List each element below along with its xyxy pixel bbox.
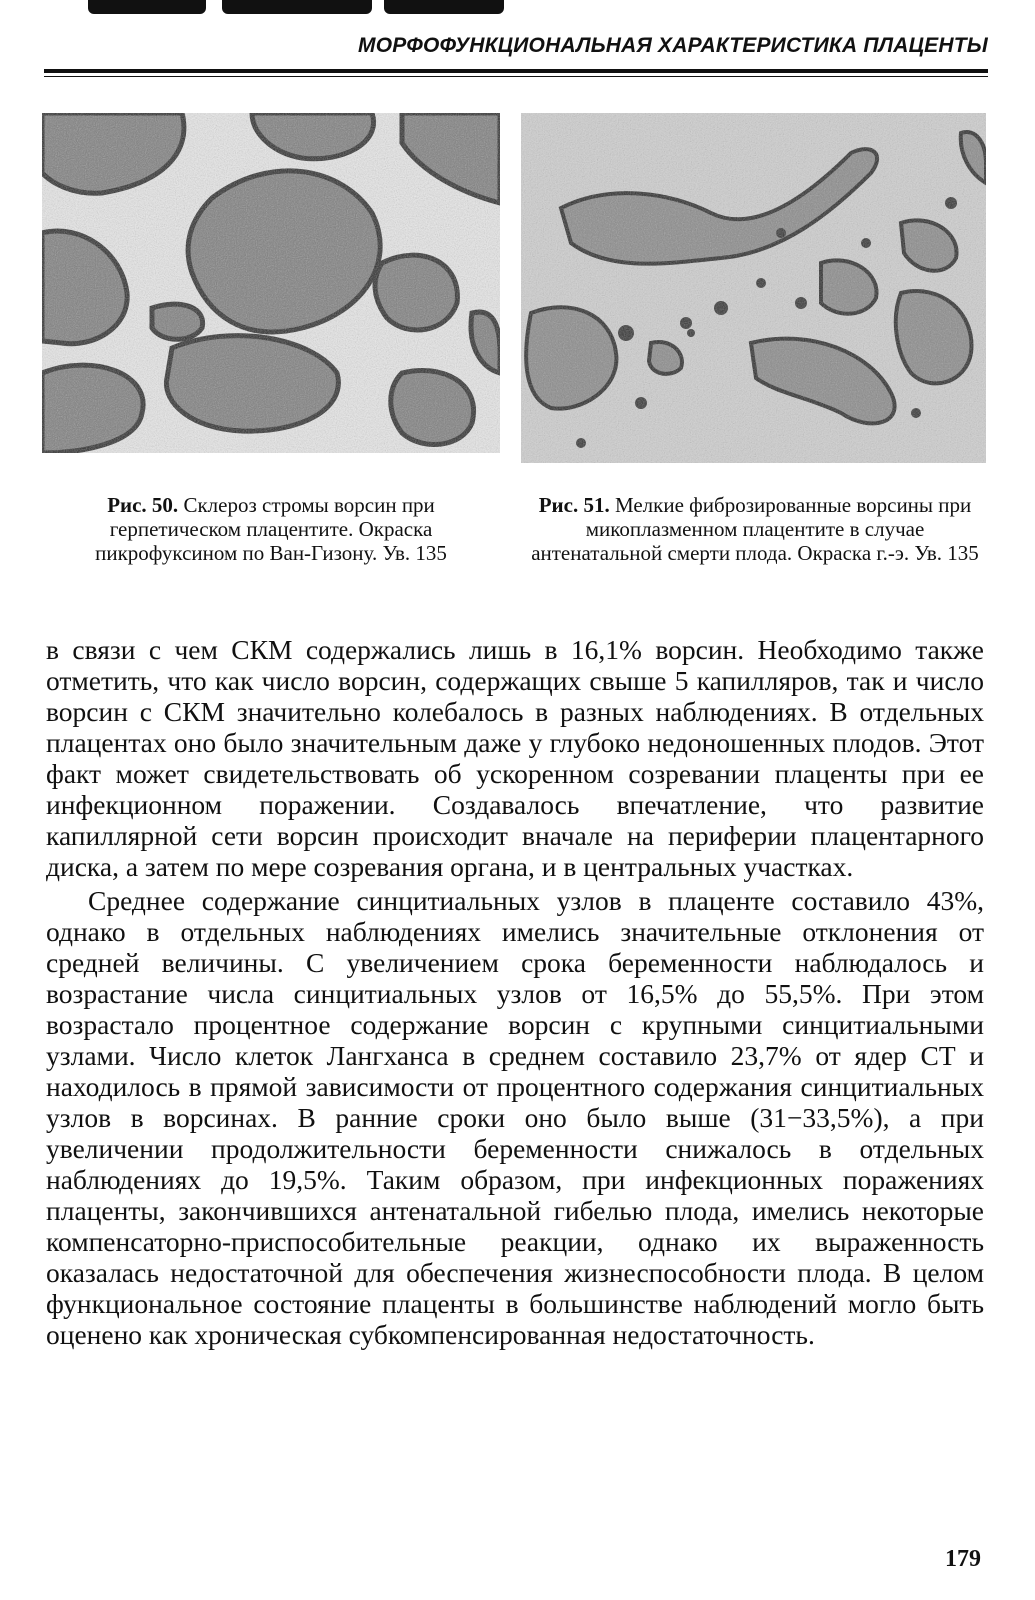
figure-51-micrograph: [521, 113, 986, 463]
figure-50-caption-text: Склероз стромы ворсин при герпетическом плацентите. Окраска пикрофуксином по Ван-Гизону. Ув. 135: [95, 493, 447, 565]
body-paragraph-2: Среднее содержание синцитиальных узлов в плаценте составило 43%, однако в отдельных наблюдениях имелись значительные отклонения от средней величины. С увеличением срока беременности наблюдалось и возрастание числа синцитиальных узлов от 16,5% до 55,5%. При этом возрастало процентное содержание ворсин с крупными синцитиальными узлами. Число клеток Лангханса в среднем составило 23,7% от ядер СТ и находилось в прямой зависимости от процентного содержания синцитиальных узлов в ворсинах. В ранние сроки оно было выше (31−33,5%), а при увеличении продолжительности беременности снижалось в отдельных наблюдениях до 19,5%. Таким образом, при инфекционных поражениях плаценты, закончившихся антенатальной гибелью плода, имелись некоторые компенсаторно-приспособительные реакции, однако их выраженность оказалась недостаточной для обеспечения жизнеспособности плода. В целом функциональное состояние плаценты в большинстве наблюдений могло быть оценено как хроническая субкомпенсированная недостаточность.: [46, 885, 984, 1350]
figure-51-caption: [520, 493, 990, 565]
page-number: 179: [945, 1546, 981, 1572]
header-decoration: [88, 0, 518, 16]
body-paragraph-1: в связи с чем СКМ содержались лишь в 16,1% ворсин. Необходимо также отметить, что как число ворсин, содержащих свыше 5 капилляров, так и число ворсин с СКМ значительно колебалось в разных наблюдениях. В отдельных плацентах оно было значительным даже у глубоко недоношенных плодов. Этот факт может свидетельствовать об ускоренном созревании плаценты при ее инфекционном поражении. Создавалось впечатление, что развитие капиллярной сети ворсин происходит вначале на периферии плацентарного диска, а затем по мере созревания органа, и в центральных участках.: [46, 634, 984, 882]
figure-51-caption-text: Мелкие фиброзированные ворсины при микоплазменном плацентите в случае антенатальной смерти плода. Окраска г.-э. Ув. 135: [531, 493, 979, 565]
figure-50-micrograph: [42, 113, 500, 453]
body-text: [46, 634, 984, 1350]
header-rule-thin: [44, 76, 988, 77]
figure-51-label: Рис. 51.: [538, 493, 610, 517]
header-rule: [44, 69, 988, 73]
figure-50-caption: [48, 493, 494, 565]
figure-50-label: Рис. 50.: [107, 493, 179, 517]
running-title: МОРФОФУНКЦИОНАЛЬНАЯ ХАРАКТЕРИСТИКА ПЛАЦЕНТЫ: [358, 34, 988, 57]
